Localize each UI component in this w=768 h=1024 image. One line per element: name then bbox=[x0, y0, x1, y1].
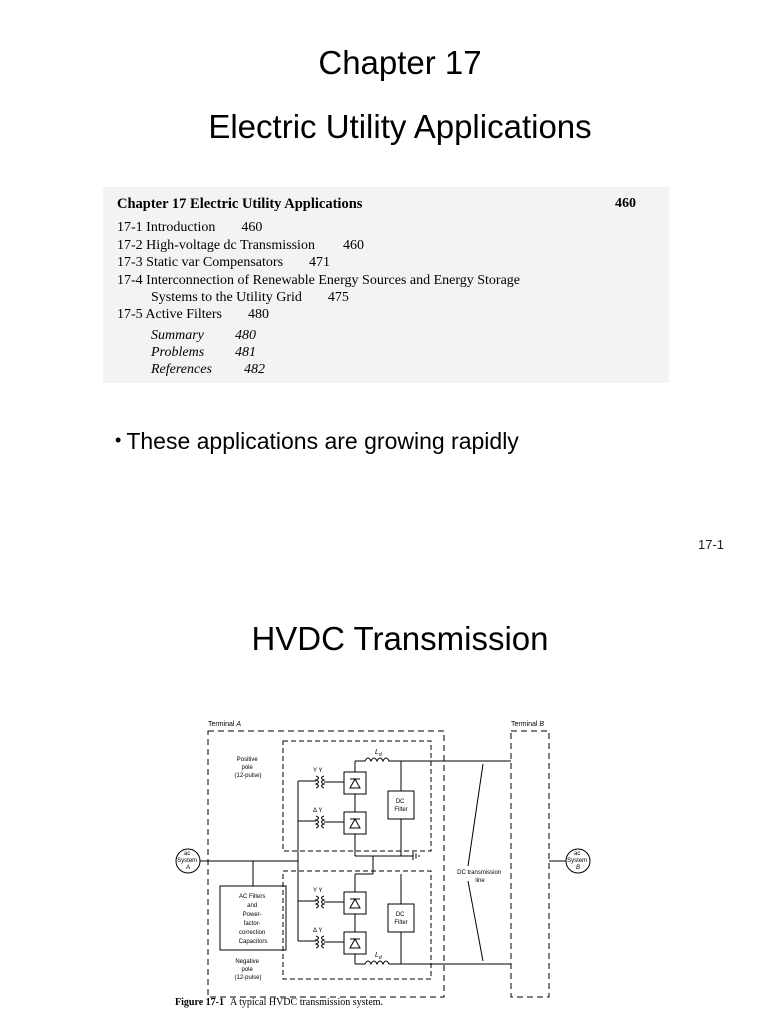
wye-wye-label: Y Y bbox=[313, 768, 323, 774]
inductor-label: $L_d$ bbox=[375, 749, 382, 758]
wye-wye-label: Y Y bbox=[313, 888, 323, 894]
bullet-point: • These applications are growing rapidly bbox=[115, 428, 519, 454]
toc-heading: Chapter 17 Electric Utility Applications bbox=[117, 196, 363, 212]
table-of-contents bbox=[103, 187, 669, 383]
dc-line-label: DC transmission line bbox=[457, 870, 502, 884]
toc-entry: Systems to the Utility Grid 475 bbox=[151, 290, 349, 305]
negative-pole-box bbox=[283, 871, 431, 979]
slide-title-hvdc: HVDC Transmission bbox=[251, 620, 549, 657]
inductor-label: $L_d$ bbox=[375, 952, 382, 961]
dc-filter-label: DC Filter bbox=[394, 912, 408, 926]
toc-entry: 17-4 Interconnection of Renewable Energy Sources and Energy Storage bbox=[117, 273, 521, 288]
ground-icon bbox=[413, 852, 419, 860]
terminal-b-label: Terminal B bbox=[511, 721, 545, 728]
toc-entry: 17-3 Static var Compensators 471 bbox=[117, 255, 331, 270]
terminal-a-label: Terminal A bbox=[208, 721, 242, 728]
positive-pole-label: Positive pole (12-pulse) bbox=[234, 757, 262, 779]
toc-extra: Summary 480 bbox=[151, 328, 256, 343]
delta-wye-label: Δ Y bbox=[313, 928, 323, 934]
hvdc-schematic bbox=[168, 716, 598, 1001]
terminal-b-box bbox=[511, 731, 549, 997]
figure-caption: Figure 17-1 A typical HVDC transmission system. bbox=[175, 997, 384, 1008]
inductor-icon bbox=[355, 758, 434, 761]
toc-extra: Problems 481 bbox=[151, 345, 256, 360]
toc-entry: 17-5 Active Filters 480 bbox=[117, 307, 269, 322]
bullet-icon: • bbox=[115, 430, 122, 450]
negative-pole-label: Negative pole (12-pulse) bbox=[234, 959, 262, 981]
hvdc-figure bbox=[168, 716, 598, 1016]
transformer-icon bbox=[316, 776, 324, 948]
ac-filters-label: AC Filters and Power- factor- correction Capacitors bbox=[238, 894, 268, 945]
dc-filter-box bbox=[388, 904, 414, 932]
toc-entry: 17-1 Introduction 460 bbox=[117, 220, 263, 235]
slide-number: 17-1 bbox=[698, 537, 725, 552]
slide-subtitle: Electric Utility Applications bbox=[208, 108, 592, 145]
toc-extra: References 482 bbox=[151, 362, 265, 377]
toc-entry: 17-2 High-voltage dc Transmission 460 bbox=[117, 238, 364, 253]
delta-wye-label: Δ Y bbox=[313, 808, 323, 814]
inductor-icon bbox=[355, 961, 434, 964]
dc-filter-box bbox=[388, 791, 414, 819]
toc-heading-page: 460 bbox=[615, 196, 636, 211]
slide-title: Chapter 17 bbox=[318, 44, 482, 81]
ac-system-b-label: ac System B bbox=[567, 851, 588, 871]
dc-filter-label: DC Filter bbox=[394, 799, 408, 813]
ac-system-a-label: ac System A bbox=[177, 851, 198, 871]
